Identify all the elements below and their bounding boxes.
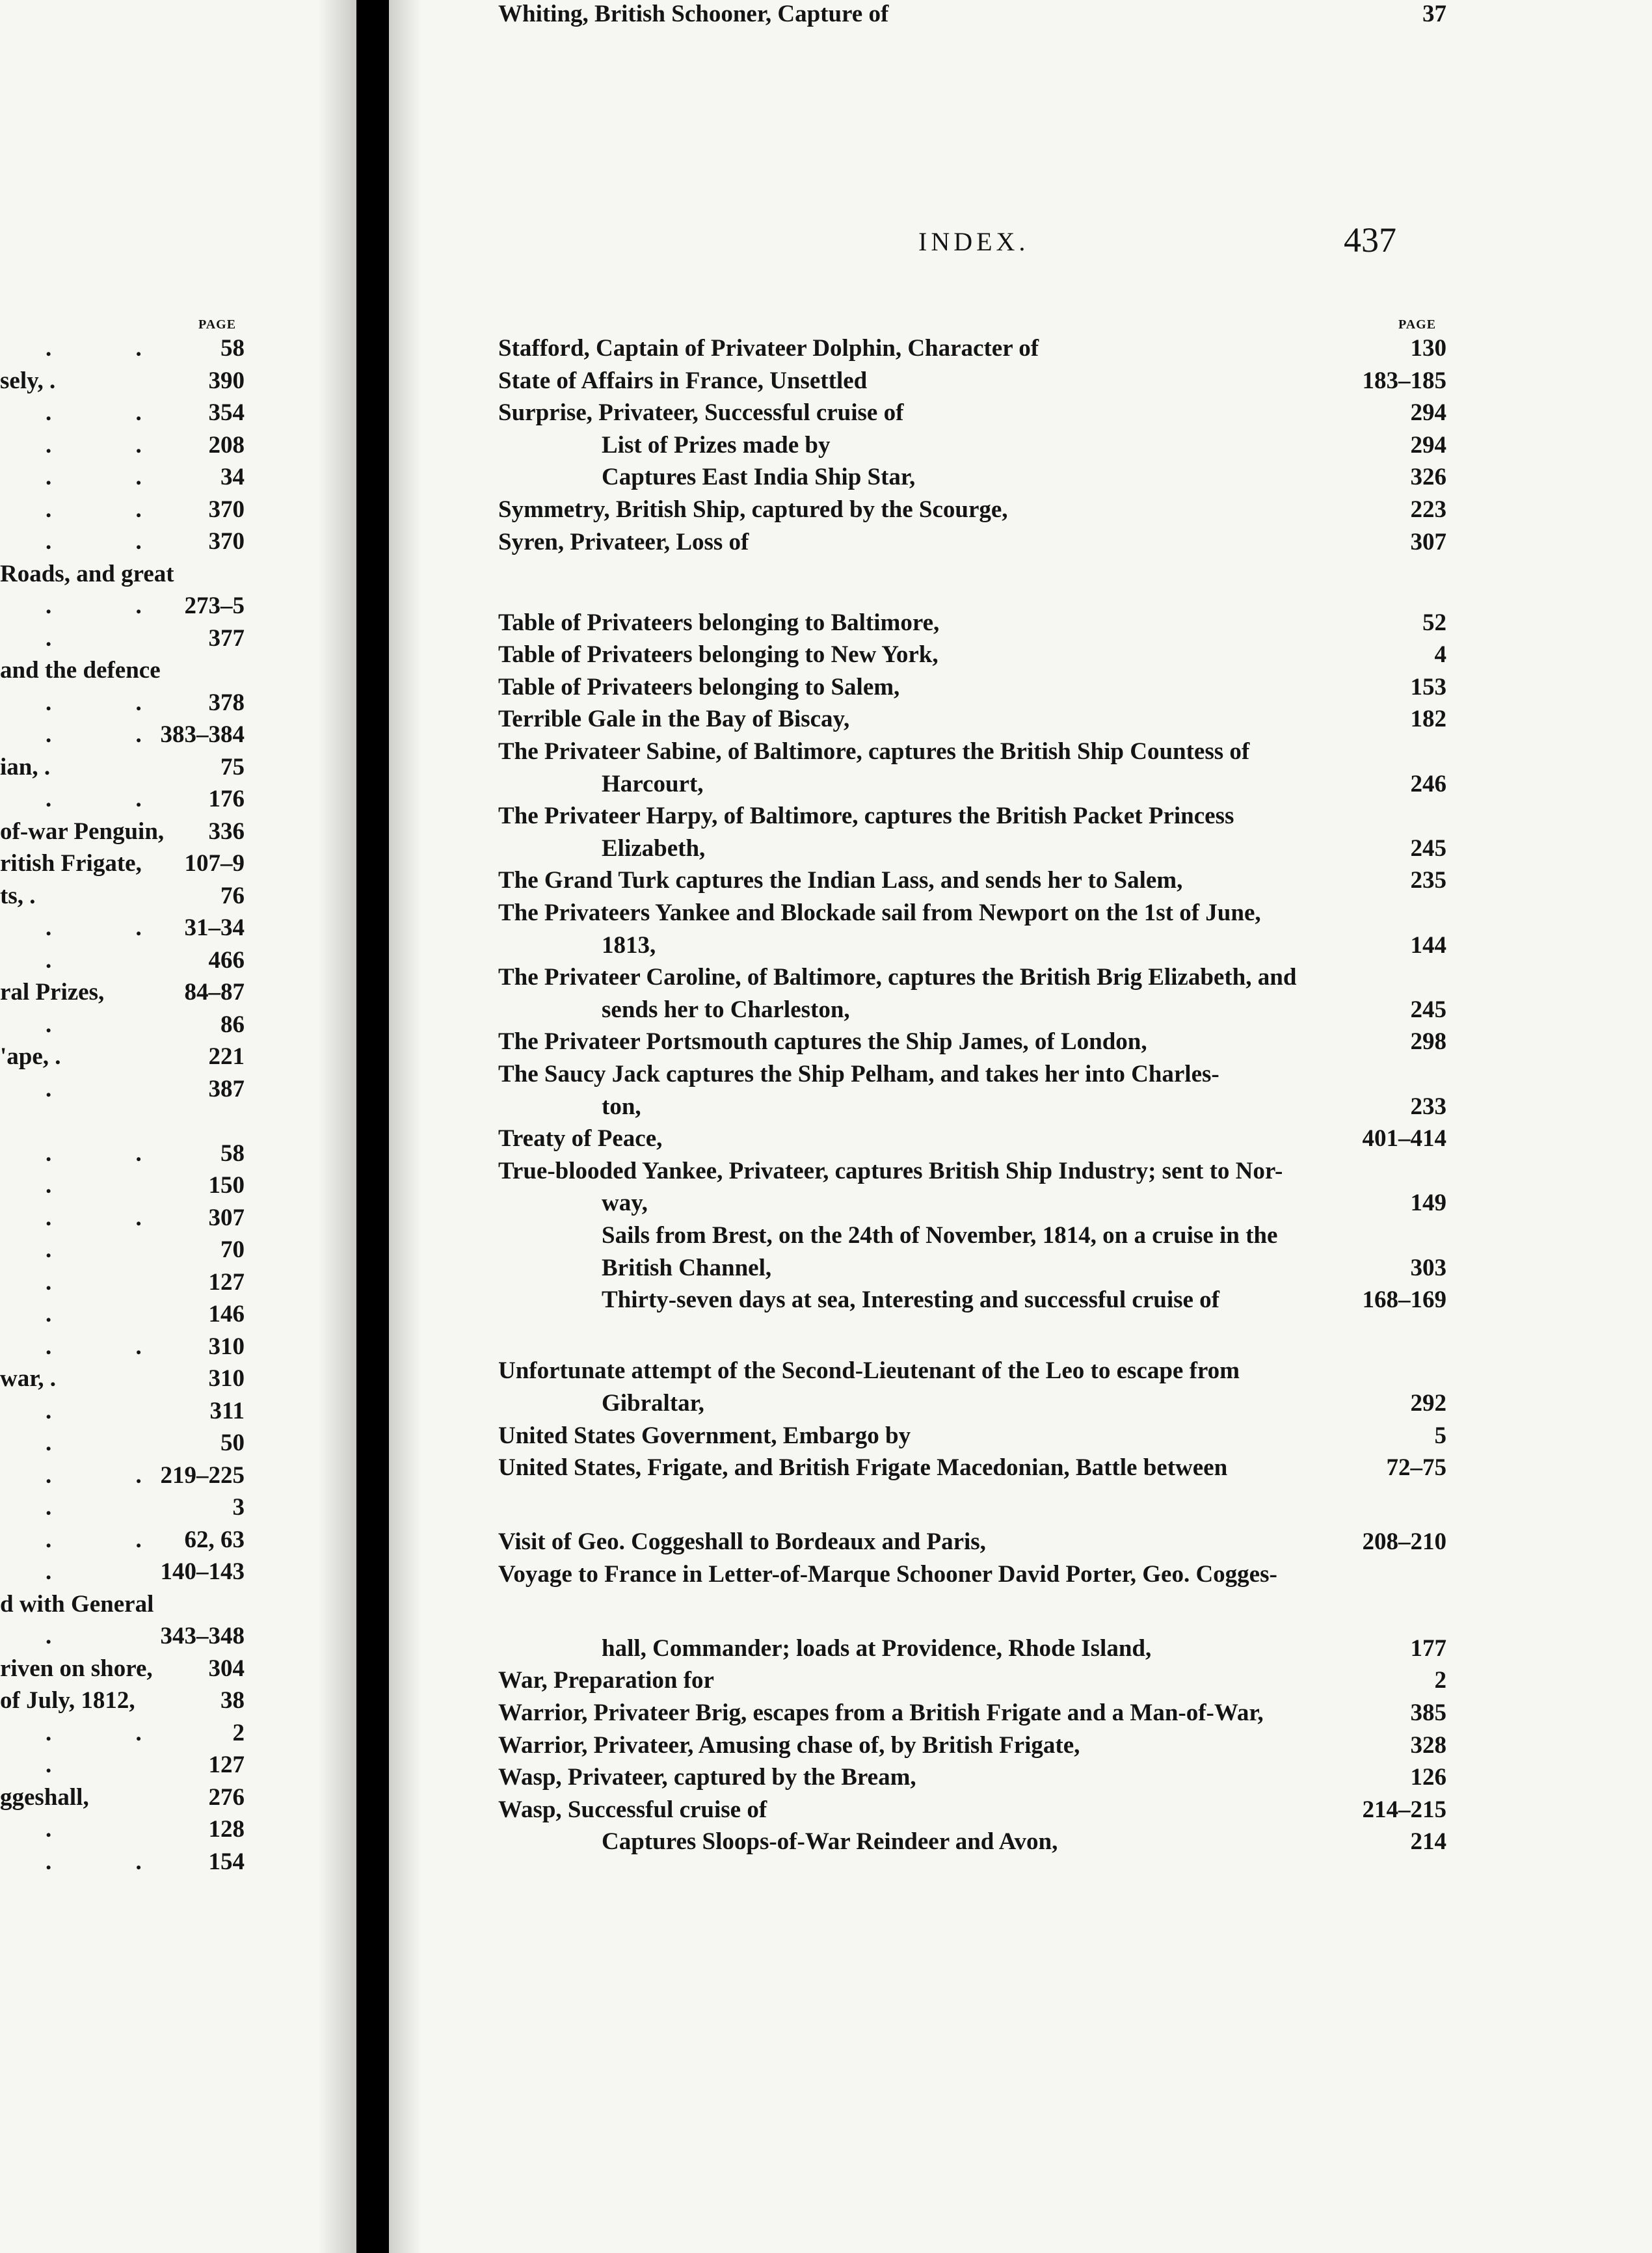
- left-index-entry-page: 58: [220, 335, 245, 362]
- index-entry-text: List of Prizes made by: [602, 431, 831, 459]
- left-index-entry-text: . .: [46, 528, 181, 555]
- left-index-entry-text: .: [46, 1236, 91, 1263]
- index-entry-page: 294: [1410, 431, 1446, 459]
- left-index-entry-text: Roads, and great: [0, 560, 174, 587]
- left-index-entry-page: 146: [208, 1301, 245, 1327]
- index-entry-text: Wasp, Successful cruise of: [498, 1796, 767, 1823]
- left-index-entry-page: 383–384: [160, 721, 245, 748]
- left-index-entry-page: 221: [208, 1043, 245, 1070]
- page-column-label: PAGE: [1398, 317, 1437, 332]
- index-entry-text: Table of Privateers belonging to Salem,: [498, 673, 900, 700]
- index-entry-text: Whiting, British Schooner, Capture of: [498, 1, 889, 27]
- index-entry-page: 4: [1434, 641, 1446, 669]
- left-index-entry-text: .: [46, 1816, 91, 1843]
- left-index-entry-page: 370: [208, 528, 245, 555]
- index-entry-text: The Privateer Harpy, of Baltimore, captures the British Packet Princess: [498, 803, 1234, 830]
- left-index-entry-text: . .: [46, 914, 181, 941]
- left-index-entry-text: ritish Frigate,: [0, 850, 142, 877]
- index-entry-page: 177: [1410, 1634, 1446, 1662]
- left-index-entry-text: riven on shore,: [0, 1655, 153, 1682]
- index-entry-page: 126: [1410, 1764, 1446, 1791]
- left-index-entry-page: 343–348: [160, 1623, 245, 1649]
- left-index-entry-page: 127: [208, 1268, 245, 1296]
- left-index-entry-page: 34: [220, 464, 245, 490]
- left-index-entry-text: . .: [46, 399, 181, 426]
- left-index-entry-text: . .: [46, 1526, 181, 1553]
- left-index-entry-page: 354: [208, 399, 245, 426]
- left-index-entry-text: .: [46, 1752, 91, 1778]
- index-entry-page: 5: [1434, 1422, 1446, 1449]
- left-index-entry-text: . .: [46, 721, 181, 748]
- left-index-entry-page: 154: [208, 1848, 245, 1875]
- index-entry-page: 208–210: [1362, 1528, 1446, 1556]
- left-index-entry-text: . .: [46, 496, 181, 523]
- index-entry-page: 235: [1410, 867, 1446, 894]
- index-entry-page: 245: [1410, 996, 1446, 1023]
- left-index-entry-page: 370: [208, 496, 245, 523]
- left-index-entry-text: . .: [46, 1848, 181, 1875]
- index-entry-text: Warrior, Privateer, Amusing chase of, by British Frigate,: [498, 1731, 1080, 1759]
- left-index-entry-page: 219–225: [160, 1461, 245, 1489]
- index-entry-text: Captures East India Ship Star,: [602, 464, 916, 491]
- left-index-entry-page: 140–143: [160, 1558, 245, 1585]
- index-entry-page: 52: [1422, 609, 1446, 636]
- index-entry-text: ton,: [602, 1093, 641, 1120]
- left-index-entry-text: . .: [46, 1140, 181, 1167]
- left-index-entry-text: of-war Penguin,: [0, 818, 165, 845]
- left-index-entry-page: 3: [232, 1494, 245, 1521]
- index-entry-text: State of Affairs in France, Unsettled: [498, 367, 868, 394]
- index-entry-text: Table of Privateers belonging to Baltimore,: [498, 609, 940, 636]
- index-entry-text: The Privateer Caroline, of Baltimore, captures the British Brig Elizabeth, and: [498, 964, 1297, 991]
- left-index-entry-text: ts, .: [0, 882, 36, 909]
- left-index-entry-text: . .: [46, 1461, 181, 1489]
- left-index-entry-text: and the defence: [0, 657, 161, 684]
- index-entry-text: sends her to Charleston,: [602, 996, 850, 1023]
- index-entry-page: 245: [1410, 834, 1446, 862]
- index-entry-text: Terrible Gale in the Bay of Biscay,: [498, 706, 850, 733]
- left-index-entry-page: 31–34: [184, 914, 245, 941]
- left-index-entry-page: 38: [220, 1687, 245, 1714]
- index-entry-page: 130: [1410, 335, 1446, 362]
- index-entry-text: Syren, Privateer, Loss of: [498, 528, 749, 555]
- page-number: 437: [1344, 220, 1396, 260]
- left-index-entry-text: ggeshall,: [0, 1783, 89, 1811]
- index-entry-page: 303: [1410, 1254, 1446, 1281]
- index-entry-page: 214–215: [1362, 1796, 1446, 1823]
- left-index-entry-page: 70: [220, 1236, 245, 1263]
- page-header-title: INDEX.: [918, 227, 1030, 256]
- index-entry-page: 144: [1410, 931, 1446, 959]
- index-entry-text: Warrior, Privateer Brig, escapes from a British Frigate and a Man-of-War,: [498, 1700, 1264, 1727]
- index-entry-text: hall, Commander; loads at Providence, Rhode Island,: [602, 1634, 1152, 1662]
- left-index-entry-text: . .: [46, 786, 181, 812]
- left-index-entry-text: 'ape, .: [0, 1043, 61, 1070]
- left-index-entry-page: 58: [220, 1140, 245, 1167]
- left-index-entry-text: .: [46, 1558, 91, 1585]
- left-index-entry-text: .: [46, 946, 91, 974]
- left-page-column-label: PAGE: [198, 317, 237, 332]
- left-index-entry-page: 387: [208, 1075, 245, 1102]
- left-index-entry-text: . .: [46, 1204, 181, 1231]
- left-index-entry-page: 304: [208, 1655, 245, 1682]
- index-entry-text: The Grand Turk captures the Indian Lass, and sends her to Salem,: [498, 867, 1183, 894]
- left-index-entry-text: . .: [46, 689, 181, 716]
- left-index-entry-page: 176: [208, 786, 245, 812]
- index-entry-page: 183–185: [1362, 367, 1446, 394]
- index-entry-text: True-blooded Yankee, Privateer, captures British Ship Industry; sent to Nor-: [498, 1157, 1283, 1184]
- left-index-entry-page: 276: [208, 1783, 245, 1811]
- left-index-entry-text: .: [46, 1301, 91, 1327]
- index-entry-page: 72–75: [1386, 1454, 1446, 1482]
- index-entry-text: Table of Privateers belonging to New York,: [498, 641, 939, 669]
- index-entry-page: 168–169: [1362, 1286, 1446, 1314]
- left-index-entry-text: ral Prizes,: [0, 979, 105, 1006]
- left-index-entry-text: .: [46, 1494, 91, 1521]
- left-index-entry-text: of July, 1812,: [0, 1687, 135, 1714]
- left-index-entry-page: 86: [220, 1011, 245, 1038]
- left-index-entry-page: 62, 63: [184, 1526, 245, 1553]
- index-entry-text: Elizabeth,: [602, 834, 706, 862]
- left-index-entry-text: . .: [46, 1333, 181, 1360]
- index-entry-page: 294: [1410, 399, 1446, 427]
- index-entry-text: British Channel,: [602, 1254, 772, 1281]
- index-entry-text: Stafford, Captain of Privateer Dolphin, Character of: [498, 335, 1039, 362]
- index-entry-text: 1813,: [602, 931, 656, 959]
- left-index-entry-page: 310: [208, 1333, 245, 1360]
- left-index-entry-text: . .: [46, 593, 181, 619]
- index-entry-text: The Privateer Portsmouth captures the Ship James, of London,: [498, 1028, 1147, 1056]
- left-index-entry-text: . .: [46, 335, 181, 362]
- left-index-entry-text: d with General: [0, 1590, 154, 1618]
- left-index-entry-page: 307: [208, 1204, 245, 1231]
- index-entry-page: 153: [1410, 673, 1446, 700]
- index-entry-text: way,: [602, 1190, 648, 1217]
- left-index-entry-page: 377: [208, 624, 245, 652]
- index-entry-text: Harcourt,: [602, 770, 704, 797]
- index-entry-text: Sails from Brest, on the 24th of November, 1814, on a cruise in the: [602, 1222, 1278, 1249]
- index-entry-text: Thirty-seven days at sea, Interesting and successful cruise of: [602, 1286, 1219, 1314]
- left-index-entry-page: 128: [208, 1816, 245, 1843]
- index-entry-page: 292: [1410, 1389, 1446, 1417]
- left-index-entry-page: 336: [208, 818, 245, 845]
- index-entry-text: Symmetry, British Ship, captured by the Scourge,: [498, 496, 1008, 523]
- left-index-entry-page: 107–9: [184, 850, 245, 877]
- index-entry-page: 2: [1434, 1667, 1446, 1694]
- index-entry-page: 182: [1410, 706, 1446, 733]
- index-entry-text: War, Preparation for: [498, 1667, 714, 1694]
- left-index-entry-page: 311: [209, 1397, 245, 1424]
- left-index-entry-text: .: [46, 1011, 91, 1038]
- index-entry-text: Gibraltar,: [602, 1389, 704, 1417]
- left-index-entry-page: 208: [208, 431, 245, 459]
- index-entry-text: United States Government, Embargo by: [498, 1422, 911, 1449]
- left-index-entry-page: 2: [232, 1719, 245, 1746]
- index-entry-page: 233: [1410, 1093, 1446, 1120]
- index-entry-text: Captures Sloops-of-War Reindeer and Avon,: [602, 1828, 1058, 1856]
- left-index-entry-text: sely, .: [0, 367, 56, 394]
- index-entry-text: The Privateers Yankee and Blockade sail from Newport on the 1st of June,: [498, 900, 1261, 926]
- left-index-entry-text: war, .: [0, 1365, 56, 1392]
- left-index-entry-text: .: [46, 1397, 91, 1424]
- left-index-entry-text: ian, .: [0, 753, 51, 780]
- index-entry-page: 385: [1410, 1700, 1446, 1727]
- left-index-entry-page: 378: [208, 689, 245, 716]
- index-entry-text: Surprise, Privateer, Successful cruise of: [498, 399, 904, 427]
- index-entry-page: 328: [1410, 1731, 1446, 1759]
- index-entry-page: 246: [1410, 770, 1446, 797]
- left-index-entry-text: .: [46, 1172, 91, 1199]
- index-entry-text: Visit of Geo. Coggeshall to Bordeaux and Paris,: [498, 1528, 986, 1556]
- index-entry-text: Voyage to France in Letter-of-Marque Schooner David Porter, Geo. Cogges-: [498, 1560, 1277, 1588]
- left-index-entry-text: . .: [46, 1719, 181, 1746]
- index-entry-text: The Privateer Sabine, of Baltimore, captures the British Ship Countess of: [498, 738, 1250, 765]
- index-entry-page: 298: [1410, 1028, 1446, 1056]
- index-entry-page: 149: [1410, 1190, 1446, 1217]
- index-entry-page: 37: [1422, 1, 1446, 27]
- index-entry-text: The Saucy Jack captures the Ship Pelham, and takes her into Charles-: [498, 1061, 1219, 1087]
- index-entry-page: 214: [1410, 1828, 1446, 1856]
- left-index-entry-text: .: [46, 1075, 91, 1102]
- index-entry-page: 401–414: [1362, 1125, 1446, 1153]
- left-index-entry-page: 127: [208, 1752, 245, 1778]
- index-entry-text: United States, Frigate, and British Frigate Macedonian, Battle between: [498, 1454, 1228, 1482]
- index-entry-page: 223: [1410, 496, 1446, 523]
- left-index-entry-page: 310: [208, 1365, 245, 1392]
- left-index-entry-page: 75: [220, 753, 245, 780]
- left-index-entry-page: 273–5: [184, 593, 245, 619]
- index-entry-page: 326: [1410, 464, 1446, 491]
- left-index-entry-page: 390: [208, 367, 245, 394]
- left-index-entry-text: .: [46, 1623, 91, 1649]
- left-index-entry-page: 76: [220, 882, 245, 909]
- left-index-entry-text: .: [46, 1430, 91, 1456]
- left-index-entry-page: 50: [220, 1430, 245, 1456]
- left-index-entry-page: 466: [208, 946, 245, 974]
- left-index-entry-text: .: [46, 624, 91, 652]
- index-entry-text: Unfortunate attempt of the Second-Lieutenant of the Leo to escape from: [498, 1357, 1240, 1385]
- left-index-entry-text: . .: [46, 431, 181, 459]
- left-index-entry-page: 84–87: [184, 979, 245, 1006]
- left-index-entry-text: .: [46, 1268, 91, 1296]
- index-entry-text: Treaty of Peace,: [498, 1125, 663, 1153]
- left-index-entry-page: 150: [208, 1172, 245, 1199]
- index-entry-page: 307: [1410, 528, 1446, 555]
- index-entry-text: Wasp, Privateer, captured by the Bream,: [498, 1764, 916, 1791]
- left-index-entry-text: . .: [46, 464, 181, 490]
